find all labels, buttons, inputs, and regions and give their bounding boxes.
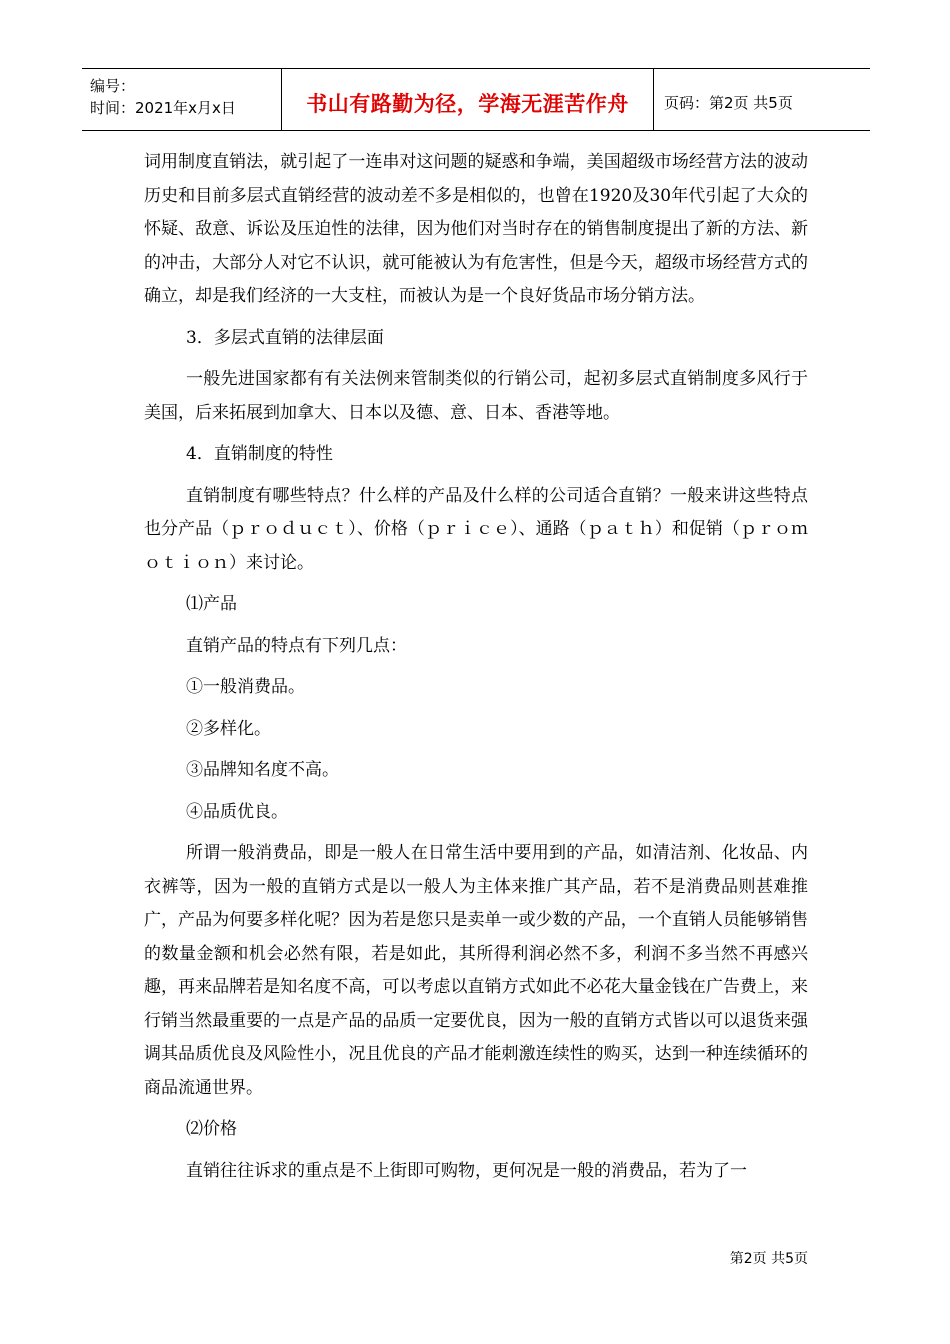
list-item: ②多样化。 xyxy=(186,718,271,739)
header-motto: 书山有路勤为径，学海无涯苦作舟 xyxy=(282,69,654,130)
page-footer-number: 第2页 共5页 xyxy=(729,1251,808,1267)
paragraph-legal: 一般先进国家都有有关法例来管制类似的行销公司，起初多层式直销制度多风行于美国，后来拓展到加拿大、日本以及德、意、日本、香港等地。 xyxy=(144,369,808,423)
paragraph-product-intro: 直销产品的特点有下列几点： xyxy=(186,635,407,656)
paragraph-supermarket-history: 词用制度直销法，就引起了一连串对这问题的疑惑和争端，美国超级市场经营方法的波动历史和目前多层式直销经营的波动差不多是相似的，也曾在1920及30年代引起了大众的怀疑、敌意、诉讼及压迫性的法律，因为他们对当时存在的销售制度提出了新的方法、新的冲击，大部分人对它不认识，就可能被认为有危害性，但是今天，超级市场经营方式的确立，却是我们经济的一大支柱，而被认为是一个良好货品市场分销方法。 xyxy=(144,152,808,306)
header-meta xyxy=(82,69,282,130)
list-item: ③品牌知名度不高。 xyxy=(186,760,339,780)
list-item: ④品质优良。 xyxy=(186,801,288,822)
subheading-product: ⑴产品 xyxy=(186,594,237,614)
page-header xyxy=(82,68,870,131)
document-number-label: 编号： xyxy=(90,77,136,95)
paragraph-consumer-goods: 所谓一般消费品，即是一般人在日常生活中要用到的产品，如清洁剂、化妆品、内衣裤等，因为一般的直销方式是以一般人为主体来推广其产品，若不是消费品则甚难推广，产品为何要多样化呢？因为若是您只是卖单一或少数的产品，一个直销人员能够销售的数量金额和机会必然有限，若是如此，其所得利润必然不多，利润不多当然不再感兴趣，再来品牌若是知名度不高，可以考虑以直销方式如此不必花大量金钱在广告费上，来行销当然最重要的一点是产品的品质一定要优良，因为一般的直销方式皆以可以退货来强调其品质优良及风险性小，况且优良的产品才能刺激连续性的购买，达到一种连续循环的商品流通世界。 xyxy=(144,843,808,1098)
list-item: ①一般消费品。 xyxy=(186,677,305,697)
document-body xyxy=(144,146,808,1188)
document-date-label: 时间：2021年x月x日 xyxy=(90,99,236,117)
section-heading-characteristics: 4．直销制度的特性 xyxy=(186,444,333,464)
header-page-number: 页码：第2页 共5页 xyxy=(664,94,793,112)
paragraph-characteristics: 直销制度有哪些特点？什么样的产品及什么样的公司适合直销？一般来讲这些特点也分产品（ｐｒｏｄｕｃｔ）、价格（ｐｒｉｃｅ）、通路（ｐａｔｈ）和促销（ｐｒｏｍｏｔｉｏｎ）来讨论。 xyxy=(144,485,808,573)
section-heading-legal: 3．多层式直销的法律层面 xyxy=(186,327,384,348)
subheading-price: ⑵价格 xyxy=(186,1119,237,1139)
paragraph-price: 直销往往诉求的重点是不上街即可购物，更何况是一般的消费品，若为了一 xyxy=(186,1160,747,1181)
